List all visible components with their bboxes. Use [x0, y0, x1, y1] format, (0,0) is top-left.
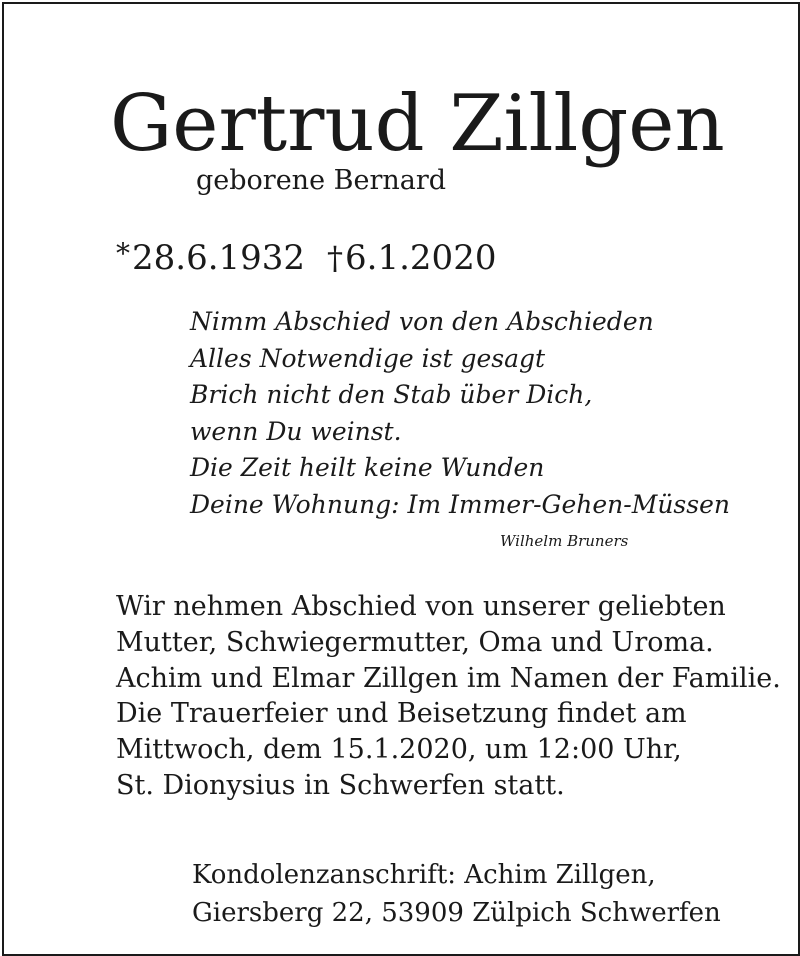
- message-line: Wir nehmen Abschied von unserer geliebten: [116, 591, 726, 622]
- poem-line: Nimm Abschied von den Abschieden: [190, 307, 654, 336]
- life-dates: [116, 232, 496, 280]
- message-line: Die Trauerfeier und Beisetzung findet am: [116, 698, 687, 730]
- message-line: Achim und Elmar Zillgen im Namen der Familie.: [116, 662, 781, 694]
- poem-line: Brich nicht den Stab über Dich,: [190, 380, 593, 410]
- maiden-name: geborene Bernard: [196, 165, 447, 196]
- family-message: [116, 589, 781, 804]
- birth-date: 28.6.1932: [132, 238, 306, 278]
- deceased-name: Gertrud Zillgen: [110, 79, 725, 169]
- obituary-frame: [2, 2, 800, 956]
- poem-author: Wilhelm Bruners: [500, 532, 629, 550]
- message-line: Mutter, Schwiegermutter, Oma und Uroma.: [116, 626, 714, 658]
- poem: [190, 304, 730, 524]
- poem-line: Alles Notwendige ist gesagt: [190, 343, 546, 373]
- condolence-line: Kondolenzanschrift: Achim Zillgen,: [192, 860, 656, 890]
- message-line: Mittwoch, dem 15.1.2020, um 12:00 Uhr,: [116, 734, 682, 766]
- message-line: St. Dionysius in Schwerfen statt.: [116, 769, 565, 801]
- poem-line: wenn Du weinst.: [190, 416, 402, 446]
- poem-line: Die Zeit heilt keine Wunden: [190, 453, 545, 483]
- condolence-line: Giersberg 22, 53909 Zülpich Schwerfen: [192, 898, 721, 928]
- birth-star-icon: *: [116, 237, 130, 270]
- death-cross-icon: †: [327, 239, 344, 277]
- death-date: 6.1.2020: [345, 238, 497, 278]
- poem-line: Deine Wohnung: Im Immer-Gehen-Müssen: [190, 489, 730, 519]
- condolence-address: [192, 856, 721, 932]
